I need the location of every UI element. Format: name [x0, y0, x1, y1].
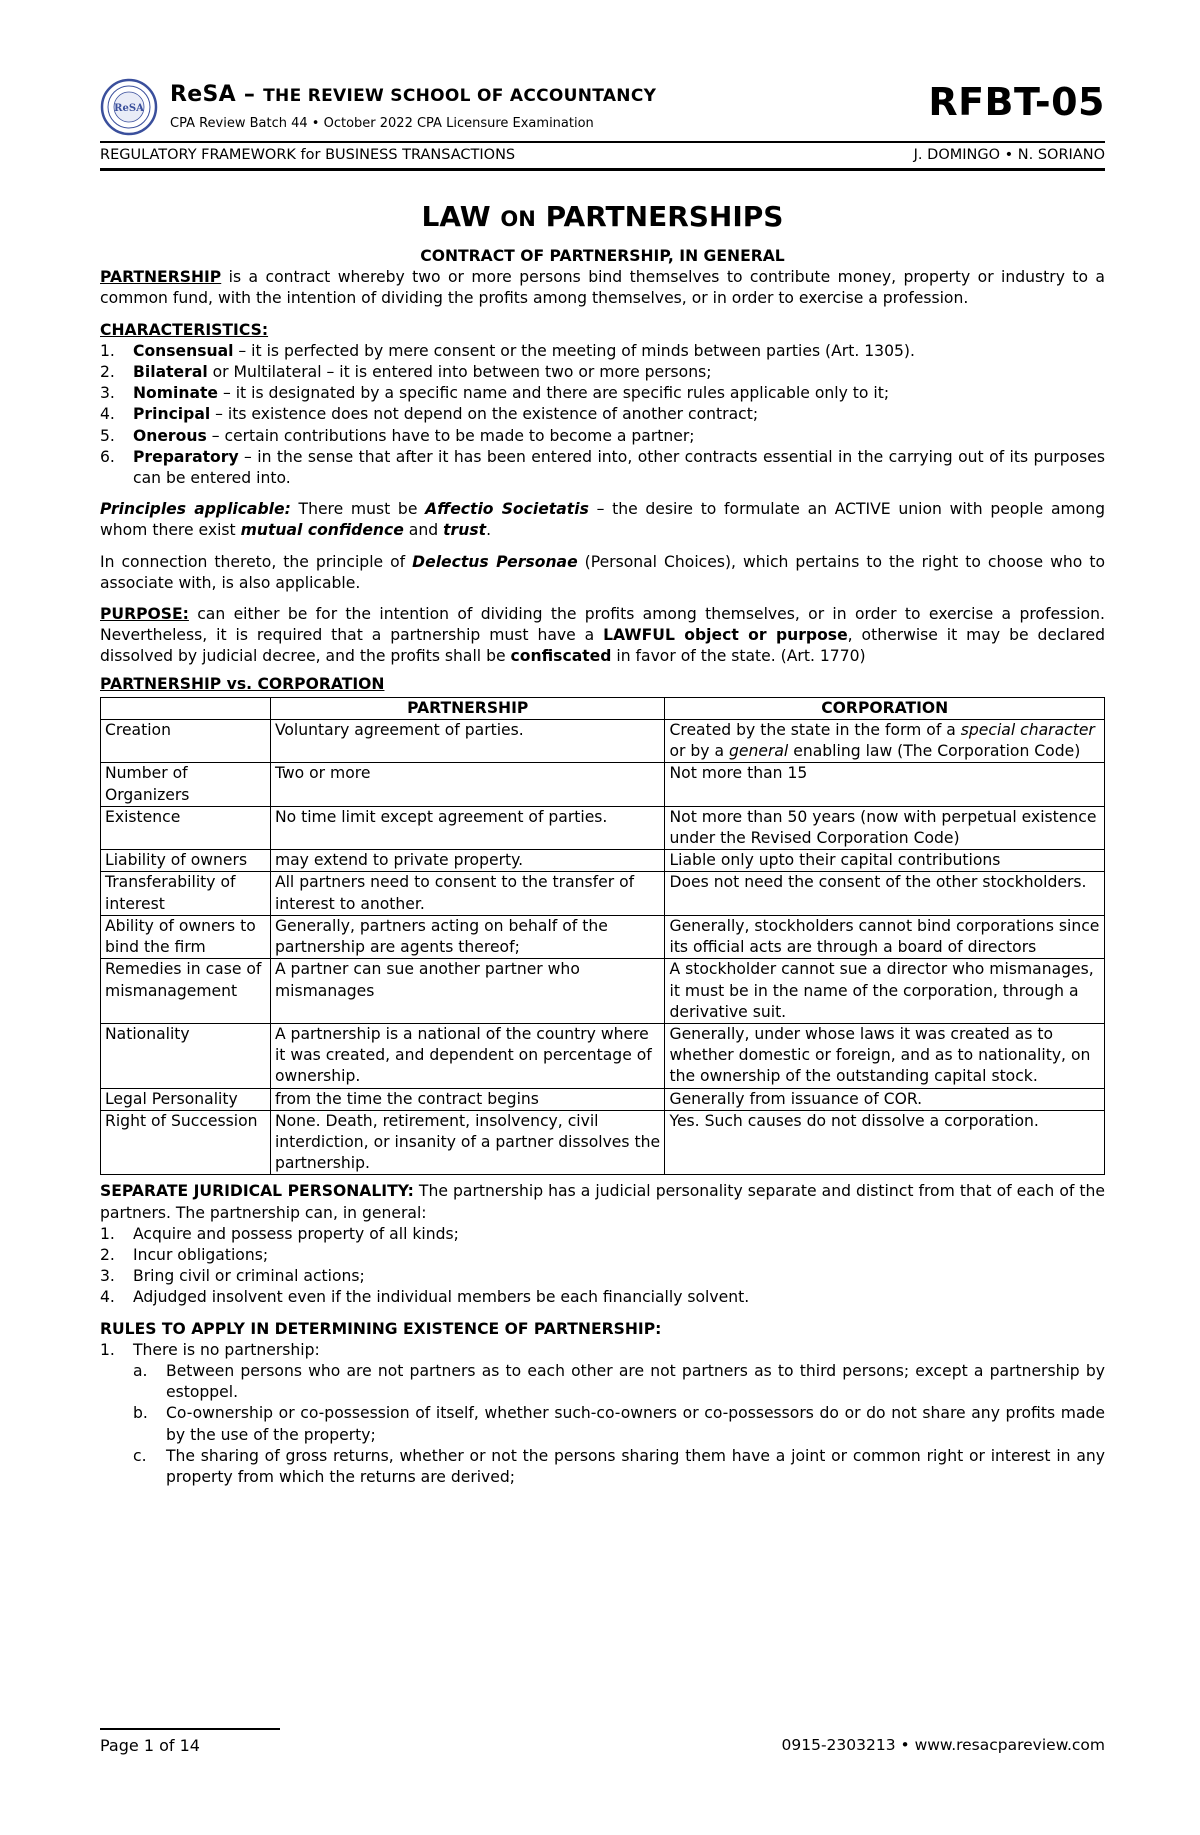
list-item [100, 1245, 1105, 1266]
item-term: Onerous [133, 426, 207, 445]
cell-italic: general [729, 742, 789, 761]
comparison-heading [100, 674, 1105, 695]
item-text: The sharing of gross returns, whether or not the persons sharing them have a joint or common right or interest in any property from which the returns are derived; [166, 1446, 1105, 1486]
purpose-paragraph [100, 604, 1105, 668]
document-code: RFBT-05 [928, 80, 1105, 124]
definition-text: is a contract whereby two or more persons bind themselves to contribute money, property or industry to a common fund, with the intention of dividing the profits among themselves, or in order to exercise a profession. [100, 268, 1105, 308]
rules-heading-text: RULES TO APPLY IN DETERMINING EXISTENCE OF PARTNERSHIP: [100, 1319, 662, 1338]
corporation-cell: A stockholder cannot sue a director who mismanages, it must be in the name of the corporation, through a derivative suit. [665, 959, 1105, 1024]
item-term: Bilateral [133, 363, 208, 382]
seal-icon [100, 78, 158, 136]
cell-text: enabling law (The Corporation Code) [788, 742, 1081, 761]
item-text: Co-ownership or co-possession of itself, whether such-co-owners or co-possessors do or do not share any profits made by the use of the property; [166, 1404, 1105, 1444]
list-item [100, 362, 1105, 383]
delectus-text-2: (Personal Choices), which pertains to the right to choose who to associate with, is also applicable. [100, 552, 1105, 592]
row-label: Remedies in case of mismanagement [101, 959, 271, 1024]
comparison-table [100, 697, 1105, 1175]
list-item [100, 1287, 1105, 1308]
corporation-cell: Yes. Such causes do not dissolve a corporation. [665, 1110, 1105, 1175]
definition-paragraph [100, 267, 1105, 309]
partnership-cell: Two or more [270, 763, 665, 806]
list-item [100, 1224, 1105, 1245]
school-name [170, 82, 656, 107]
item-number: 1. [100, 1340, 115, 1359]
principles-paragraph [100, 499, 1105, 541]
item-text: There is no partnership: [133, 1340, 320, 1359]
table-row [101, 1110, 1105, 1175]
header-subtitle: CPA Review Batch 44 • October 2022 CPA Licensure Examination [170, 116, 594, 131]
table-row [101, 850, 1105, 872]
rules-heading [100, 1319, 1105, 1340]
item-term: Consensual [133, 341, 234, 360]
characteristics-list [100, 341, 1105, 489]
definition-term: PARTNERSHIP [100, 268, 222, 287]
list-item [100, 383, 1105, 404]
sub-list-item [133, 1446, 1105, 1488]
row-label: Nationality [101, 1023, 271, 1088]
brand-dash: – [235, 82, 264, 107]
page-number: Page 1 of 14 [100, 1736, 200, 1755]
item-text: Incur obligations; [133, 1245, 269, 1264]
partnership-cell: A partnership is a national of the country where it was created, and dependent on percentage of ownership. [270, 1023, 665, 1088]
table-row [101, 763, 1105, 806]
partnership-cell: Voluntary agreement of parties. [270, 720, 665, 763]
table-header [101, 697, 271, 719]
corporation-cell [665, 720, 1105, 763]
table-header: PARTNERSHIP [270, 697, 665, 719]
corporation-cell: Generally, under whose laws it was created as to whether domestic or foreign, and as to nationality, on the ownership of the outstanding capital stock. [665, 1023, 1105, 1088]
partnership-cell: Generally, partners acting on behalf of the partnership are agents thereof; [270, 915, 665, 958]
juridical-list [100, 1224, 1105, 1309]
characteristics-heading [100, 320, 1105, 341]
corporation-cell: Does not need the consent of the other stockholders. [665, 872, 1105, 915]
item-text: – in the sense that after it has been entered into, other contracts essential in the carrying out of its purposes can be entered into. [133, 447, 1105, 488]
item-text: – its existence does not depend on the existence of another contract; [210, 405, 759, 424]
list-item [100, 426, 1105, 447]
affectio-societatis: Affectio Societatis [425, 500, 589, 519]
juridical-label: SEPARATE JURIDICAL PERSONALITY: [100, 1182, 414, 1201]
row-label: Right of Succession [101, 1110, 271, 1175]
juridical-text: The partnership has a judicial personality separate and distinct from that of each of the partners. The partnership can, in general: [100, 1182, 1105, 1222]
item-number: 3. [100, 384, 115, 403]
delectus-paragraph [100, 552, 1105, 594]
principles-label: Principles applicable: [100, 500, 291, 519]
confiscated: confiscated [510, 647, 612, 666]
footer-contact: 0915-2303213 • www.resacpareview.com [781, 1736, 1105, 1754]
subject-rule [100, 168, 1105, 171]
footer-rule [100, 1728, 280, 1730]
item-text: – certain contributions have to be made to become a partner; [206, 426, 695, 445]
list-item [100, 1340, 1105, 1488]
table-header-row [101, 697, 1105, 719]
partnership-cell: All partners need to consent to the transfer of interest to another. [270, 872, 665, 915]
juridical-paragraph [100, 1181, 1105, 1223]
list-item [100, 341, 1105, 362]
table-row [101, 959, 1105, 1024]
item-number: 2. [100, 1245, 115, 1264]
header-rule [100, 141, 1105, 143]
trust: trust [443, 521, 487, 540]
table-row [101, 1023, 1105, 1088]
item-text: Acquire and possess property of all kinds; [133, 1224, 459, 1243]
table-row [101, 1088, 1105, 1110]
subject-title: REGULATORY FRAMEWORK for BUSINESS TRANSACTIONS [100, 147, 516, 163]
row-label: Existence [101, 806, 271, 849]
item-term: Nominate [133, 384, 219, 403]
document-body [100, 200, 1105, 1488]
item-number: 2. [100, 363, 115, 382]
item-text: or Multilateral – it is entered into between two or more persons; [207, 363, 712, 382]
item-number: 1. [100, 341, 115, 360]
cell-text: Created by the state in the form of a [669, 721, 961, 740]
sub-list-item [133, 1403, 1105, 1445]
brand: ReSA [170, 82, 236, 107]
partnership-cell: None. Death, retirement, insolvency, civil interdiction, or insanity of a partner dissolves the partnership. [270, 1110, 665, 1175]
item-letter: b. [133, 1404, 148, 1423]
title-on: ON [500, 207, 536, 231]
school-title: THE REVIEW SCHOOL OF ACCOUNTANCY [263, 86, 657, 106]
item-text: Adjudged insolvent even if the individual members be each financially solvent. [133, 1288, 750, 1307]
cell-italic: special character [960, 721, 1095, 740]
purpose-text-1: can either be for the intention of dividing the profits among themselves, or in order to exercise a profession. Nevertheless, it is required that a partnership must have a [100, 605, 1105, 645]
list-item [100, 1266, 1105, 1287]
rules-sublist [133, 1361, 1105, 1488]
principles-text-3: and [403, 521, 444, 540]
principles-text-2: – the desire to formulate an ACTIVE union with people among whom there exist [100, 500, 1106, 540]
item-number: 5. [100, 426, 115, 445]
lawful-object: LAWFUL object or purpose [603, 626, 848, 645]
section-title: CONTRACT OF PARTNERSHIP, IN GENERAL [420, 247, 785, 265]
document-header [100, 78, 1105, 163]
corporation-cell: Generally from issuance of COR. [665, 1088, 1105, 1110]
table-row [101, 915, 1105, 958]
item-letter: a. [133, 1361, 148, 1380]
row-label: Legal Personality [101, 1088, 271, 1110]
partnership-cell: A partner can sue another partner who mismanages [270, 959, 665, 1024]
item-letter: c. [133, 1446, 147, 1465]
corporation-cell: Liable only upto their capital contributions [665, 850, 1105, 872]
partnership-cell: from the time the contract begins [270, 1088, 665, 1110]
item-text: Between persons who are not partners as to each other are not partners as to third persons; except a partnership by estoppel. [166, 1361, 1105, 1402]
rules-list [100, 1340, 1105, 1488]
mutual-confidence: mutual confidence [240, 521, 404, 540]
row-label: Number of Organizers [101, 763, 271, 806]
row-label: Transferability of interest [101, 872, 271, 915]
partnership-cell: No time limit except agreement of parties. [270, 806, 665, 849]
item-number: 4. [100, 1288, 115, 1307]
item-text: – it is designated by a specific name and there are specific rules applicable only to it; [218, 384, 890, 403]
row-label: Ability of owners to bind the firm [101, 915, 271, 958]
purpose-text-3: in favor of the state. (Art. 1770) [611, 647, 866, 666]
item-term: Preparatory [133, 447, 239, 466]
row-label: Creation [101, 720, 271, 763]
principles-text-1: There must be [290, 500, 426, 519]
page [100, 78, 1106, 1486]
title-law: LAW [421, 200, 491, 233]
table-row [101, 872, 1105, 915]
partnership-cell: may extend to private property. [270, 850, 665, 872]
seal-text: ReSA [114, 103, 144, 114]
item-text: Bring civil or criminal actions; [133, 1267, 365, 1286]
corporation-cell: Not more than 50 years (now with perpetual existence under the Revised Corporation Code) [665, 806, 1105, 849]
authors: J. DOMINGO • N. SORIANO [913, 147, 1105, 163]
purpose-label: PURPOSE: [100, 605, 189, 624]
table-row [101, 720, 1105, 763]
subject-bar [100, 146, 1105, 168]
purpose-text-2: , otherwise it may be declared dissolved by judicial decree, and the profits shall be [100, 626, 1105, 666]
item-text: – it is perfected by mere consent or the meeting of minds between parties (Art. 1305). [233, 341, 915, 360]
page-title [100, 200, 1105, 236]
item-term: Principal [133, 405, 211, 424]
delectus-text-1: In connection thereto, the principle of [100, 552, 413, 571]
table-header: CORPORATION [665, 697, 1105, 719]
comparison-heading-text: PARTNERSHIP vs. CORPORATION [100, 674, 385, 693]
list-item [100, 404, 1105, 425]
item-number: 4. [100, 405, 115, 424]
item-number: 1. [100, 1224, 115, 1243]
corporation-cell: Not more than 15 [665, 763, 1105, 806]
cell-text: or by a [669, 742, 729, 761]
principles-text-4: . [486, 521, 492, 540]
item-number: 6. [100, 447, 115, 466]
table-row [101, 806, 1105, 849]
sub-list-item [133, 1361, 1105, 1403]
characteristics-heading-text: CHARACTERISTICS: [100, 320, 269, 339]
row-label: Liability of owners [101, 850, 271, 872]
delectus-personae: Delectus Personae [412, 552, 578, 571]
corporation-cell: Generally, stockholders cannot bind corporations since its official acts are through a board of directors [665, 915, 1105, 958]
list-item [100, 447, 1105, 489]
item-number: 3. [100, 1267, 115, 1286]
title-partnerships: PARTNERSHIPS [545, 200, 784, 233]
